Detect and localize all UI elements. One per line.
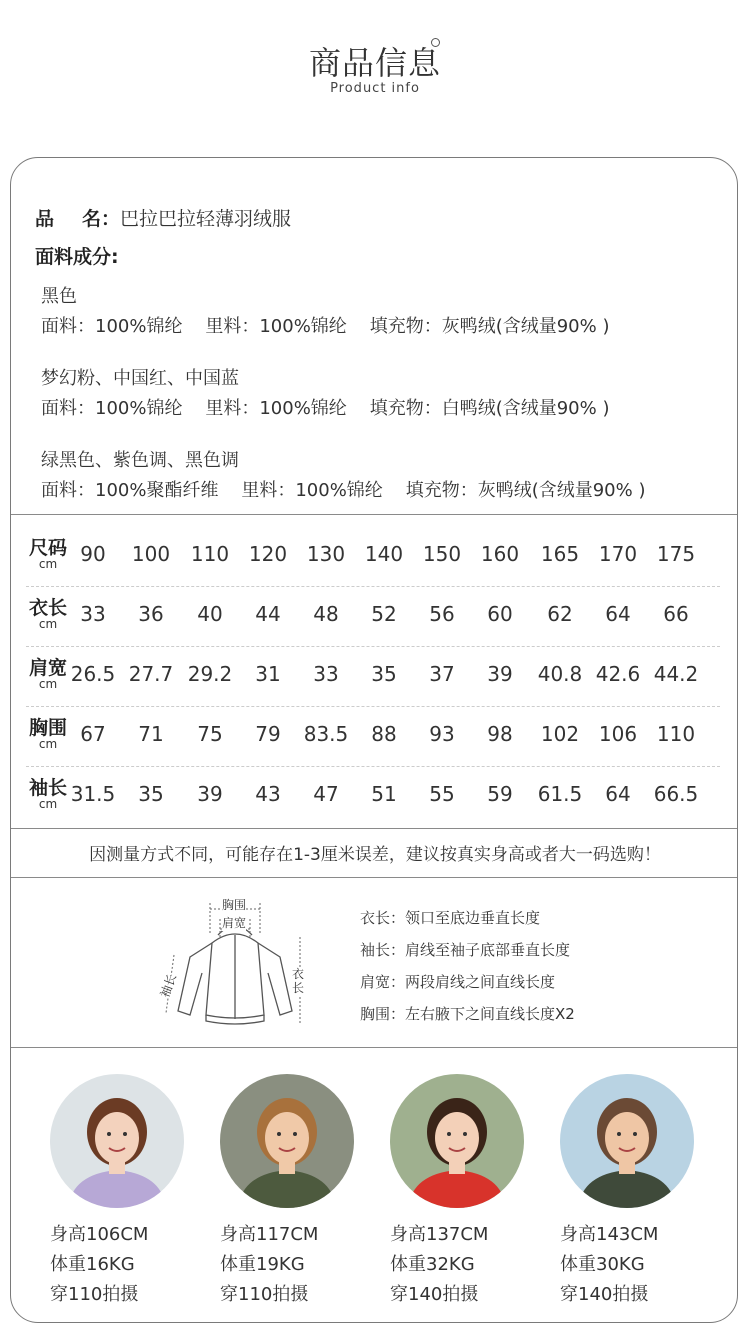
size-cell: 150 xyxy=(422,542,462,566)
size-cell: 42.6 xyxy=(595,662,641,686)
size-row xyxy=(12,520,736,580)
row-label: 衣长 xyxy=(28,597,67,619)
measure-def: 胸围：左右腋下之间直线长度X2 xyxy=(360,1005,575,1023)
color-name: 梦幻粉、中国红、中国蓝 xyxy=(41,368,239,389)
size-cell: 44.2 xyxy=(653,662,699,686)
size-cell: 67 xyxy=(80,722,106,746)
diagram-label-shoulder: 肩宽 xyxy=(222,916,247,930)
page-title: 商品信息 xyxy=(308,44,441,82)
size-row xyxy=(12,760,736,820)
model-card xyxy=(50,1074,190,1310)
size-cell: 175 xyxy=(656,542,696,566)
size-cell: 48 xyxy=(313,602,339,626)
model-height: 身高117CM xyxy=(220,1224,319,1245)
size-cell: 90 xyxy=(80,542,106,566)
size-cell: 51 xyxy=(371,782,397,806)
size-cell: 106 xyxy=(598,722,638,746)
size-cell: 140 xyxy=(364,542,404,566)
size-cell: 52 xyxy=(371,602,397,626)
size-cell: 64 xyxy=(605,782,631,806)
size-cell: 59 xyxy=(487,782,513,806)
size-cell: 26.5 xyxy=(70,662,116,686)
size-cell: 33 xyxy=(313,662,339,686)
size-cell: 31.5 xyxy=(70,782,116,806)
size-cell: 102 xyxy=(540,722,580,746)
size-cell: 37 xyxy=(429,662,455,686)
model-photo xyxy=(50,1074,184,1208)
size-cell: 83.5 xyxy=(303,722,349,746)
color-block xyxy=(41,364,609,424)
divider xyxy=(11,877,737,878)
header xyxy=(0,0,750,150)
model-stats xyxy=(560,1220,700,1310)
size-cell: 170 xyxy=(598,542,638,566)
size-cell: 62 xyxy=(547,602,573,626)
row-label: 袖长 xyxy=(28,777,67,799)
model-height: 身高143CM xyxy=(560,1224,659,1245)
measure-def: 肩宽：两段肩线之间直线长度 xyxy=(360,973,556,991)
size-cell: 55 xyxy=(429,782,455,806)
size-cell: 110 xyxy=(190,542,230,566)
size-cell: 64 xyxy=(605,602,631,626)
size-cell: 60 xyxy=(487,602,513,626)
size-cell: 71 xyxy=(138,722,164,746)
row-unit: cm xyxy=(38,677,58,691)
size-cell: 79 xyxy=(255,722,281,746)
model-wear: 穿110拍摄 xyxy=(220,1284,309,1305)
row-label: 肩宽 xyxy=(28,657,67,679)
diagram-label-chest: 胸围 xyxy=(222,898,247,912)
size-cell: 29.2 xyxy=(187,662,233,686)
size-cell: 39 xyxy=(487,662,513,686)
size-cell: 40 xyxy=(197,602,223,626)
size-cell: 47 xyxy=(313,782,339,806)
size-cell: 120 xyxy=(248,542,288,566)
row-label: 尺码 xyxy=(28,537,67,559)
color-name: 绿黑色、紫色调、黑色调 xyxy=(41,450,239,471)
model-weight: 体重19KG xyxy=(220,1254,305,1275)
row-unit: cm xyxy=(38,617,58,631)
size-cell: 66.5 xyxy=(653,782,699,806)
product-name-row xyxy=(35,204,291,231)
size-cell: 35 xyxy=(371,662,397,686)
model-weight: 体重30KG xyxy=(560,1254,645,1275)
size-cell: 160 xyxy=(480,542,520,566)
size-cell: 27.7 xyxy=(128,662,174,686)
size-cell: 61.5 xyxy=(537,782,583,806)
size-cell: 110 xyxy=(656,722,696,746)
measure-def: 袖长：肩线至袖子底部垂直长度 xyxy=(360,941,571,959)
row-label: 胸围 xyxy=(28,717,67,739)
model-wear: 穿110拍摄 xyxy=(50,1284,139,1305)
model-photo xyxy=(560,1074,694,1208)
size-cell: 36 xyxy=(138,602,164,626)
size-cell: 39 xyxy=(197,782,223,806)
measure-def: 衣长：领口至底边垂直长度 xyxy=(360,909,541,927)
color-name: 黑色 xyxy=(41,286,77,307)
color-composition: 面料：100%聚酯纤维 里料：100%锦纶 填充物：灰鸭绒(含绒量90% ) xyxy=(41,480,646,501)
size-cell: 165 xyxy=(540,542,580,566)
size-cell: 75 xyxy=(197,722,223,746)
model-photo xyxy=(390,1074,524,1208)
size-cell: 43 xyxy=(255,782,281,806)
size-cell: 56 xyxy=(429,602,455,626)
color-block xyxy=(41,446,645,506)
model-stats xyxy=(220,1220,360,1310)
size-cell: 44 xyxy=(255,602,281,626)
model-weight: 体重32KG xyxy=(390,1254,475,1275)
model-wear: 穿140拍摄 xyxy=(390,1284,479,1305)
divider xyxy=(11,828,737,829)
row-unit: cm xyxy=(38,737,58,751)
title-dot xyxy=(431,38,440,47)
measure-definitions xyxy=(360,906,575,1034)
size-cell: 31 xyxy=(255,662,281,686)
product-name: 巴拉巴拉轻薄羽绒服 xyxy=(120,208,292,230)
name-label-a: 品 xyxy=(35,208,55,230)
divider xyxy=(11,514,737,515)
color-block xyxy=(41,282,609,342)
size-cell: 88 xyxy=(371,722,397,746)
size-cell: 130 xyxy=(306,542,346,566)
divider xyxy=(11,1047,737,1048)
model-card xyxy=(560,1074,700,1310)
model-height: 身高106CM xyxy=(50,1224,149,1245)
size-cell: 40.8 xyxy=(537,662,583,686)
size-cell: 66 xyxy=(663,602,689,626)
model-height: 身高137CM xyxy=(390,1224,489,1245)
size-cell: 93 xyxy=(429,722,455,746)
row-unit: cm xyxy=(38,557,58,571)
row-unit: cm xyxy=(38,797,58,811)
measurement-note: 因测量方式不同，可能存在1-3厘米误差，建议按真实身高或者大一码选购！ xyxy=(89,845,661,865)
model-photo xyxy=(220,1074,354,1208)
size-cell: 33 xyxy=(80,602,106,626)
size-row xyxy=(12,700,736,760)
model-stats xyxy=(390,1220,530,1310)
size-cell: 100 xyxy=(131,542,171,566)
page-subtitle: Product info xyxy=(330,81,420,96)
model-card xyxy=(220,1074,360,1310)
name-label-b: 名： xyxy=(82,208,121,230)
diagram-label-sleeve: 袖长 xyxy=(157,971,180,1000)
model-wear: 穿140拍摄 xyxy=(560,1284,649,1305)
model-stats xyxy=(50,1220,190,1310)
jacket-diagram xyxy=(157,895,310,1035)
fabric-label: 面料成分: xyxy=(35,246,119,268)
model-weight: 体重16KG xyxy=(50,1254,135,1275)
diagram-label-length: 衣长 xyxy=(292,967,305,995)
size-row xyxy=(12,640,736,700)
model-card xyxy=(390,1074,530,1310)
size-cell: 98 xyxy=(487,722,513,746)
color-composition: 面料：100%锦纶 里料：100%锦纶 填充物：白鸭绒(含绒量90% ) xyxy=(41,398,610,419)
size-cell: 35 xyxy=(138,782,164,806)
color-composition: 面料：100%锦纶 里料：100%锦纶 填充物：灰鸭绒(含绒量90% ) xyxy=(41,316,610,337)
size-row xyxy=(12,580,736,640)
